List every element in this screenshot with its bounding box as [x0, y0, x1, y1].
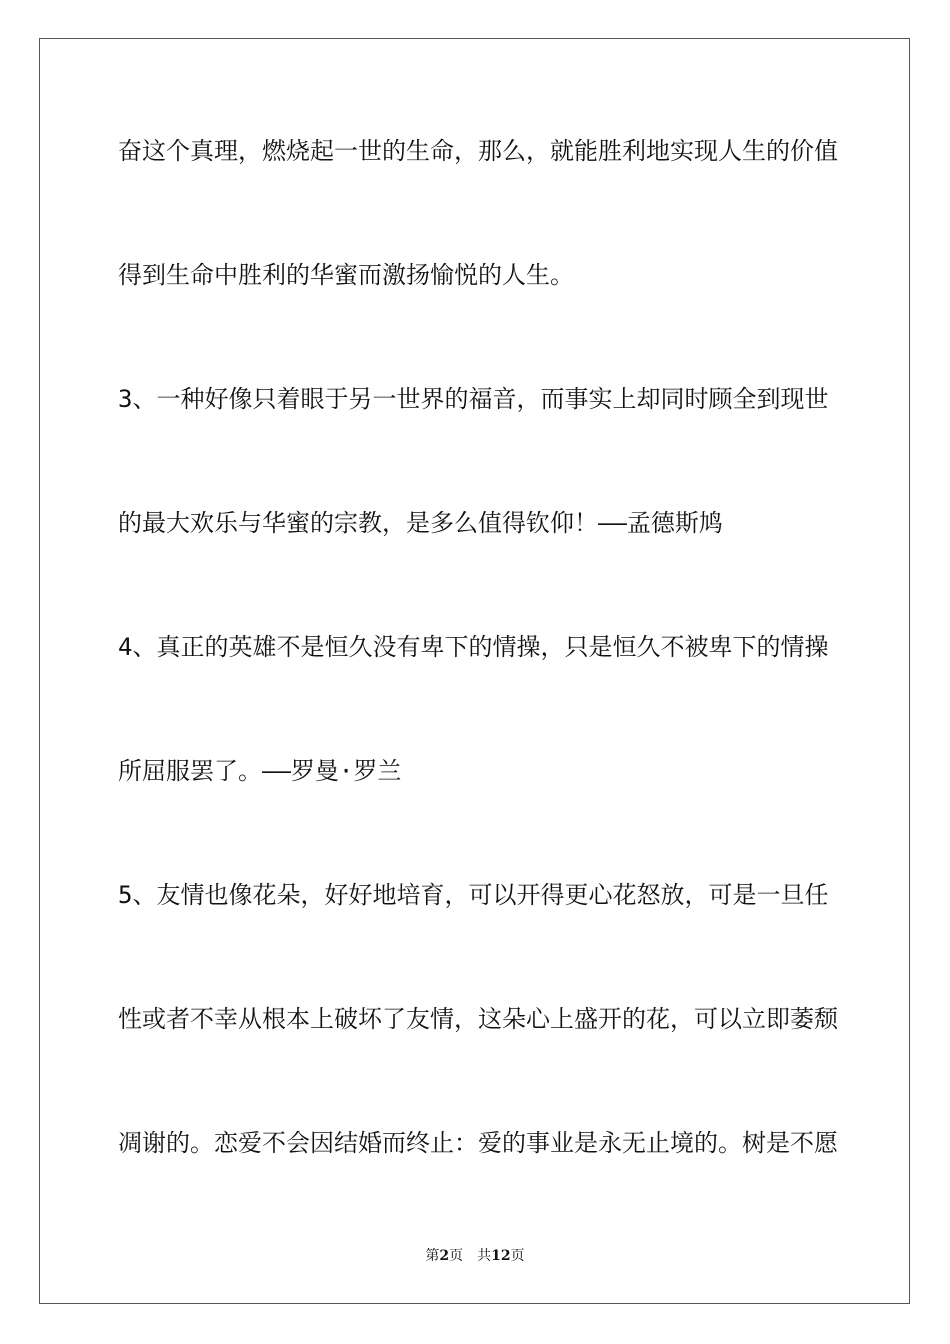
- footer-page-number: 2: [439, 1248, 450, 1264]
- body-line-1: 奋这个真理，燃烧起一世的生命，那么，就能胜利地实现人生的价值: [118, 137, 838, 165]
- body-line-6: 所屈服罢了。——罗曼·罗兰: [118, 757, 402, 785]
- page-border: [39, 38, 910, 1304]
- body-line-9: 凋谢的。恋爱不会因结婚而终止：爱的事业是永无止境的。树是不愿: [118, 1129, 838, 1157]
- body-line-4: 的最大欢乐与华蜜的宗教，是多么值得钦仰！——孟德斯鸠: [118, 509, 723, 537]
- body-line-7: 5、友情也像花朵，好好地培育，可以开得更心花怒放，可是一旦任: [118, 881, 829, 909]
- body-line-3: 3、一种好像只着眼于另一世界的福音，而事实上却同时顾全到现世: [118, 385, 829, 413]
- body-line-8: 性或者不幸从根本上破坏了友情，这朵心上盛开的花，可以立即萎颓: [118, 1005, 838, 1033]
- footer-page-suffix: 页: [449, 1248, 464, 1264]
- body-line-5: 4、真正的英雄不是恒久没有卑下的情操，只是恒久不被卑下的情操: [118, 633, 829, 661]
- footer-total-prefix: 共: [477, 1248, 492, 1264]
- body-line-2: 得到生命中胜利的华蜜而激扬愉悦的人生。: [118, 261, 574, 289]
- page-footer: [0, 1246, 950, 1266]
- footer-page-prefix: 第: [425, 1248, 440, 1264]
- footer-total-suffix: 页: [510, 1248, 525, 1264]
- footer-total-pages: 12: [491, 1248, 511, 1264]
